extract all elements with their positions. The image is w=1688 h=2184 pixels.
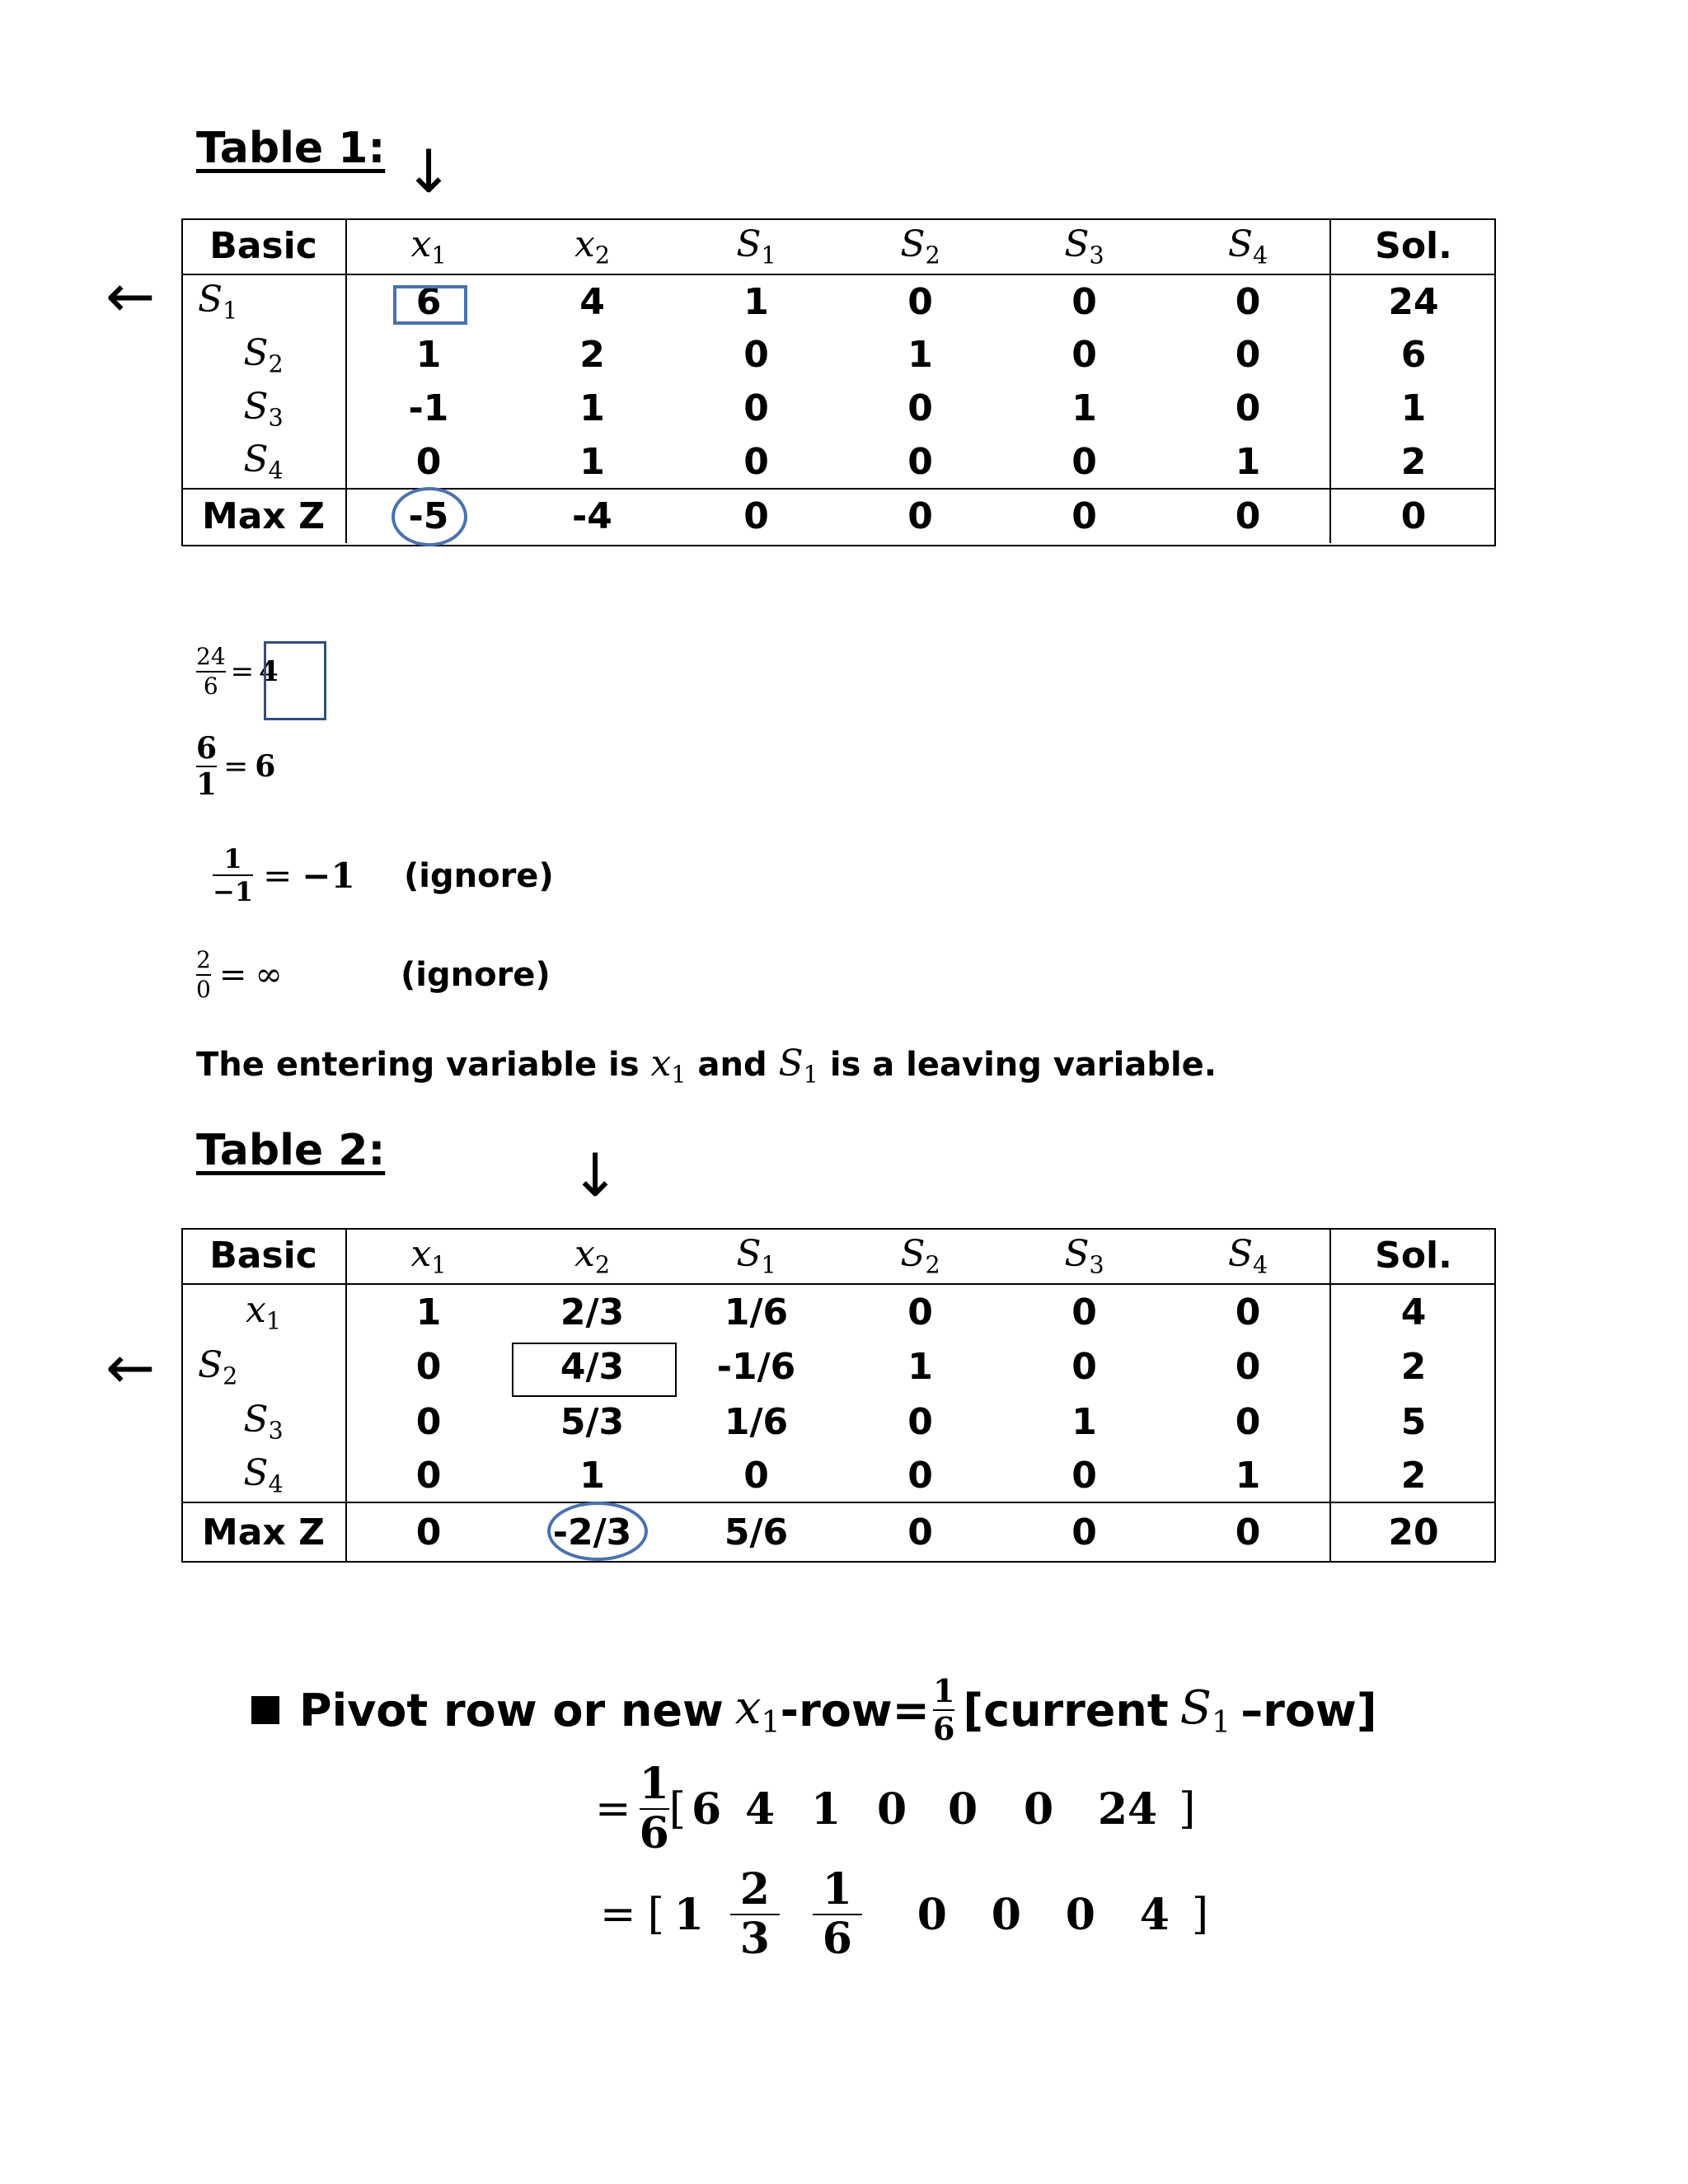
ratio-den: 0 xyxy=(196,976,211,1003)
table-row xyxy=(181,1449,1496,1502)
cell: 1 xyxy=(1330,382,1496,435)
ratio-eq: = xyxy=(263,855,293,896)
basic-s1: $S_1$ xyxy=(181,274,346,328)
ratio-den: 1 xyxy=(196,767,218,802)
cell: 4 xyxy=(579,280,605,323)
ratio-result: ∞ xyxy=(255,956,283,994)
cell: -1/6 xyxy=(716,1346,796,1388)
ratio-2 xyxy=(196,731,276,802)
cell: 0 xyxy=(1166,1502,1330,1562)
cell: 0 xyxy=(743,387,769,429)
table-row xyxy=(181,489,1496,543)
basic-s4: $S_4$ xyxy=(181,1449,346,1502)
pivot-row-line xyxy=(251,1665,1377,1755)
cell: 1 xyxy=(415,1291,442,1333)
cell: 0 xyxy=(415,1346,442,1388)
cell: 1 xyxy=(579,1454,605,1497)
table-row xyxy=(181,1394,1496,1449)
cell: 2/3 xyxy=(560,1291,625,1333)
simplex-table-2 xyxy=(181,1228,1496,1562)
cell: 0 xyxy=(1235,334,1261,376)
cell: 0 xyxy=(1235,280,1261,323)
cell: 0 xyxy=(907,280,933,323)
table2-entering-highlight xyxy=(547,1502,648,1561)
cell: 1 xyxy=(415,334,442,376)
cell: 0 xyxy=(1235,387,1261,429)
ratio-num: 1 xyxy=(223,843,242,874)
cell: 0 xyxy=(674,489,838,543)
cell: 0 xyxy=(743,334,769,376)
step-eq: = xyxy=(600,1890,636,1939)
basic-s2: $S_2$ xyxy=(181,1339,346,1394)
cell: 0 xyxy=(1071,1346,1097,1388)
vector-value: 4 xyxy=(1139,1889,1170,1940)
header-s1: $S_1$ xyxy=(674,1228,838,1284)
cell: 1 xyxy=(1071,387,1097,429)
basic-s2: $S_2$ xyxy=(181,328,346,382)
ratio-eq: = xyxy=(230,655,255,688)
cell: 0 xyxy=(838,1502,1002,1562)
frac-den: 6 xyxy=(932,1710,955,1747)
sentence-part1: The entering variable is xyxy=(196,1046,640,1084)
cell: 24 xyxy=(1330,274,1496,328)
ratio-3-note: (ignore) xyxy=(404,857,554,895)
ratio-den: −1 xyxy=(213,876,254,907)
cell: 0 xyxy=(907,1454,933,1497)
cell: 0 xyxy=(1002,489,1166,543)
header-x2: $x_2$ xyxy=(510,1228,674,1284)
cell: 0 xyxy=(346,1502,510,1562)
vector-value: 24 xyxy=(1097,1783,1158,1835)
cell: 1/6 xyxy=(724,1400,789,1443)
cell: -1 xyxy=(408,387,449,429)
pivot-text-2: -row= xyxy=(780,1684,930,1736)
cell: 0 xyxy=(1235,1400,1261,1443)
header-sol: Sol. xyxy=(1330,1228,1496,1284)
vector-value: 6 xyxy=(691,1783,722,1835)
pivot-text-4: –row] xyxy=(1240,1684,1377,1736)
ratio-num: 6 xyxy=(196,731,218,766)
cell: 2 xyxy=(579,334,605,376)
basic-x1: $x_1$ xyxy=(181,1284,346,1339)
table1-pivot-highlight xyxy=(393,285,467,325)
pivot-fraction xyxy=(932,1672,955,1747)
min-ratio-highlight xyxy=(264,641,326,720)
pivot-text-3: [current xyxy=(963,1684,1169,1736)
cell: 0 xyxy=(907,387,933,429)
table-row xyxy=(181,382,1496,435)
header-s4: $S_4$ xyxy=(1166,1228,1330,1284)
basic-maxz: Max Z xyxy=(181,489,346,543)
sentence-part2: and xyxy=(697,1046,767,1084)
header-s2: $S_2$ xyxy=(838,1228,1002,1284)
header-basic: Basic xyxy=(181,218,346,274)
cell: 0 xyxy=(1330,489,1496,543)
cell: 0 xyxy=(1071,1291,1097,1333)
header-s3: $S_3$ xyxy=(1002,218,1166,274)
ratio-den: 6 xyxy=(203,673,218,700)
table-row xyxy=(181,274,1496,328)
ratio-eq: = xyxy=(218,956,247,994)
cell: 0 xyxy=(1002,1502,1166,1562)
header-s4: $S_4$ xyxy=(1166,218,1330,274)
cell: 1 xyxy=(743,280,769,323)
bracket-open: [ xyxy=(668,1784,687,1834)
sentence-var-s1: $S_1$ xyxy=(778,1043,818,1089)
cell: 1 xyxy=(1235,1454,1261,1497)
cell: 0 xyxy=(907,1400,933,1443)
bullet-square-icon xyxy=(251,1696,279,1724)
ratio-result: −1 xyxy=(302,855,355,896)
cell: 0 xyxy=(1071,1454,1097,1497)
vector-fraction xyxy=(813,1864,862,1964)
cell: 5/6 xyxy=(674,1502,838,1562)
cell: 2 xyxy=(1330,1339,1496,1394)
cell: 1 xyxy=(1071,1400,1097,1443)
header-s2: $S_2$ xyxy=(838,218,1002,274)
frac-den: 3 xyxy=(739,1914,770,1964)
cell: 0 xyxy=(1235,1291,1261,1333)
header-s1: $S_1$ xyxy=(674,218,838,274)
cell: 0 xyxy=(415,1454,442,1497)
pivot-step-2 xyxy=(600,1861,1208,1968)
vector-value: 0 xyxy=(1065,1889,1095,1940)
vector-value: 1 xyxy=(810,1783,842,1835)
cell: 0 xyxy=(415,1400,442,1443)
vector-value: 0 xyxy=(876,1783,907,1835)
basic-s3: $S_3$ xyxy=(181,382,346,435)
cell: 1 xyxy=(907,1346,933,1388)
pivot-step-1 xyxy=(595,1755,1195,1863)
entering-leaving-sentence xyxy=(196,1043,1217,1089)
simplex-table-1 xyxy=(181,218,1496,543)
basic-s3: $S_3$ xyxy=(181,1394,346,1449)
cell: 5 xyxy=(1330,1394,1496,1449)
frac-num: 2 xyxy=(739,1864,770,1915)
ratio-eq: = xyxy=(223,749,249,784)
bracket-open: [ xyxy=(647,1890,664,1939)
table-row xyxy=(181,1284,1496,1339)
bracket-close: ] xyxy=(1191,1890,1209,1939)
frac-num: 1 xyxy=(822,1864,852,1915)
table1-entering-arrow-icon: ↓ xyxy=(404,137,454,206)
pivot-text-1: Pivot row or new xyxy=(299,1684,724,1736)
vector-value: 1 xyxy=(673,1889,704,1940)
cell: -5 xyxy=(346,489,510,543)
table-row xyxy=(181,1502,1496,1562)
cell: 1 xyxy=(579,440,605,483)
table2-pivot-highlight xyxy=(512,1343,677,1397)
cell: -4 xyxy=(510,489,674,543)
vector-value: 0 xyxy=(947,1783,978,1835)
frac-num: 1 xyxy=(639,1759,669,1809)
cell: 2 xyxy=(1330,1449,1496,1502)
step-eq: = xyxy=(595,1784,631,1834)
table2-entering-arrow-icon: ↓ xyxy=(570,1141,621,1210)
ratio-3 xyxy=(213,842,355,908)
table1-leaving-arrow-icon: ← xyxy=(106,261,156,330)
header-x1: $x_1$ xyxy=(346,218,510,274)
table2-leaving-arrow-icon: ← xyxy=(106,1333,156,1402)
cell: 0 xyxy=(1235,1346,1261,1388)
basic-maxz: Max Z xyxy=(181,1502,346,1562)
header-basic: Basic xyxy=(181,1228,346,1284)
header-x2: $x_2$ xyxy=(510,218,674,274)
vector-value: 0 xyxy=(917,1889,947,1940)
table-row xyxy=(181,1339,1496,1394)
sentence-part3: is a leaving variable. xyxy=(829,1046,1217,1084)
cell: 1 xyxy=(907,334,933,376)
cell: 0 xyxy=(907,1291,933,1333)
header-sol: Sol. xyxy=(1330,218,1496,274)
cell: 6 xyxy=(415,280,442,323)
cell: 20 xyxy=(1330,1502,1496,1562)
cell: 0 xyxy=(1166,489,1330,543)
cell: 1/6 xyxy=(724,1291,789,1333)
ratio-4-note: (ignore) xyxy=(401,956,551,994)
cell: 0 xyxy=(743,1454,769,1497)
cell: 5/3 xyxy=(560,1400,625,1443)
ratio-result: 6 xyxy=(255,749,276,784)
header-s3: $S_3$ xyxy=(1002,1228,1166,1284)
table2-heading: Table 2: xyxy=(196,1126,386,1175)
ratio-num: 24 xyxy=(196,643,226,670)
cell: -2/3 xyxy=(510,1502,674,1562)
cell: 0 xyxy=(838,489,1002,543)
table1-entering-highlight xyxy=(392,487,467,546)
ratio-4 xyxy=(196,942,283,1008)
cell: 1 xyxy=(1235,440,1261,483)
vector-fraction xyxy=(730,1864,780,1964)
table-row xyxy=(181,328,1496,382)
frac-den: 6 xyxy=(639,1808,669,1858)
cell: 1 xyxy=(579,387,605,429)
cell: 0 xyxy=(907,440,933,483)
frac-num: 1 xyxy=(932,1672,955,1709)
frac-den: 6 xyxy=(822,1914,852,1964)
table1-heading: Table 1: xyxy=(196,124,386,173)
cell: 6 xyxy=(1330,328,1496,382)
vector-value: 0 xyxy=(1023,1783,1054,1835)
bracket-close: ] xyxy=(1179,1784,1196,1834)
cell: 0 xyxy=(743,440,769,483)
header-x1: $x_1$ xyxy=(346,1228,510,1284)
step1-fraction xyxy=(639,1759,669,1858)
cell: 0 xyxy=(1071,334,1097,376)
cell: 2 xyxy=(1330,435,1496,489)
vector-value: 0 xyxy=(991,1889,1021,1940)
sentence-var-x1: $x_1$ xyxy=(650,1043,687,1089)
cell: 4/3 xyxy=(560,1346,625,1388)
ratio-num: 2 xyxy=(196,946,211,973)
cell: 0 xyxy=(1071,440,1097,483)
ratio-result: 4 xyxy=(259,655,279,688)
cell: 4 xyxy=(1330,1284,1496,1339)
cell: 0 xyxy=(415,440,442,483)
pivot-var-s1: $S_1$ xyxy=(1179,1680,1231,1740)
basic-s4: $S_4$ xyxy=(181,435,346,489)
table-row xyxy=(181,435,1496,489)
cell: 0 xyxy=(1071,280,1097,323)
vector-value: 4 xyxy=(744,1783,776,1835)
pivot-var-x1: $x_1$ xyxy=(734,1680,781,1740)
